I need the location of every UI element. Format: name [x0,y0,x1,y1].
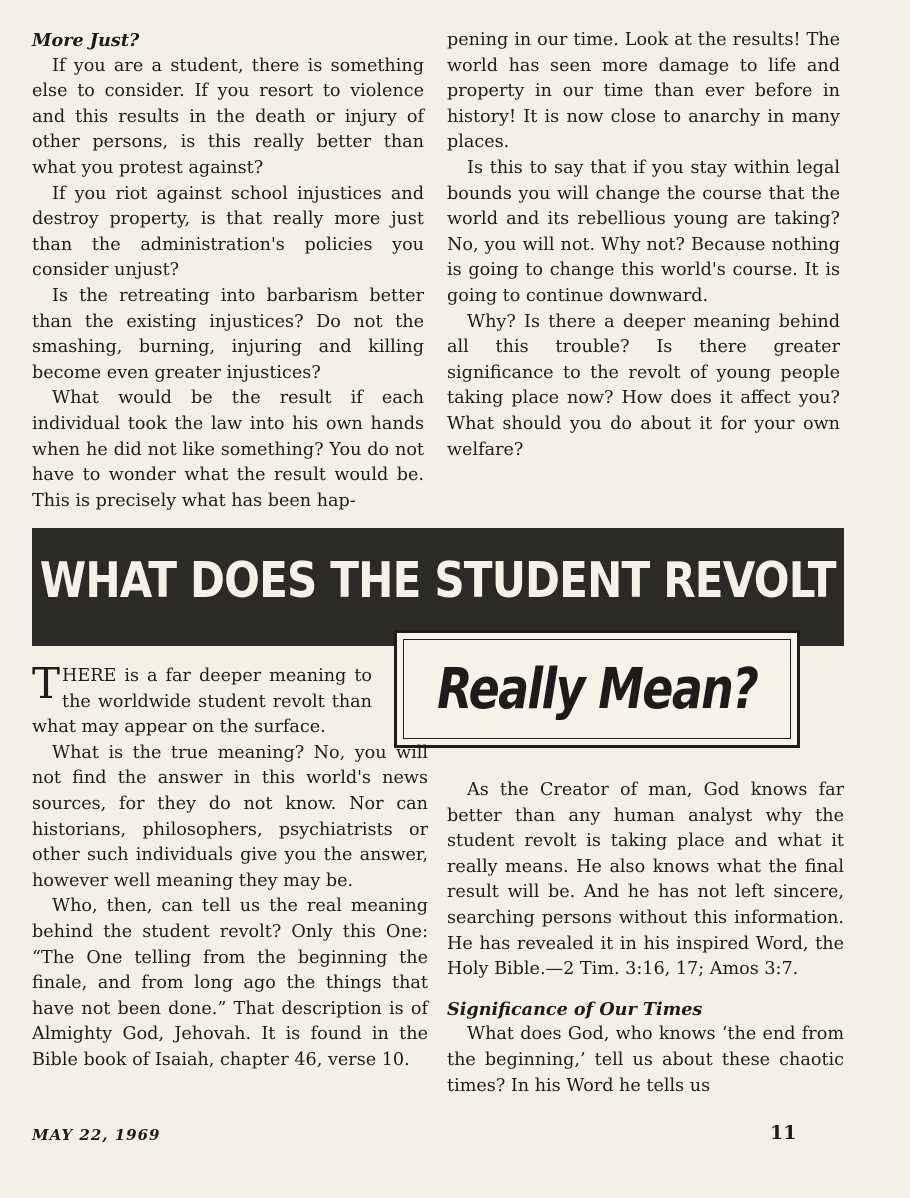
headline-subtitle-box [394,630,800,748]
intro-text: HERE is a far deeper meaning to the worldwide student revolt than what may appear on the surface. [32,666,372,738]
column-bottom-right [447,778,844,1099]
headline-title: WHAT DOES THE STUDENT REVOLT [40,552,836,609]
intro-paragraph [32,659,372,741]
paragraph: Is the retreating into barbarism better than the existing injustices? Do not the smashing, burning, injuring and killing become even greater injustices? [32,285,424,383]
page-number: 11 [770,1122,797,1144]
paragraph: Who, then, can tell us the real meaning behind the student revolt? Only this One: “The One telling from the beginning the finale, and from long ago the things that have not been done.” That description is of Almighty God, Jehovah. It is found in the Bible book of Isaiah, chapter 46, verse 10. [32,896,428,1070]
headline-subtitle: Really Mean? [436,656,758,722]
paragraph: Is this to say that if you stay within legal bounds you will change the course that the world and its rebellious young are taking? No, you will not. Why not? Because nothing is going to change this world's course. It is going to continue downward. [447,157,840,306]
subhead-more-just: More Just? [32,30,140,51]
column-bottom-left [32,659,428,1074]
paragraph: pening in our time. Look at the results! The world has seen more damage to life and property in our time than ever before in history! It is now close to anarchy in many places. [447,30,840,153]
footer-date: MAY 22, 1969 [32,1126,161,1144]
paragraph: If you are a student, there is something else to consider. If you resort to violence and this results in the death or injury of other persons, is this really better than what you protest against? [32,55,424,178]
paragraph: What is the true meaning? No, you will not find the answer in this world's news sources, for they do not know. Nor can historians, philosophers, psychiatrists or other such individuals give you the answer, however well meaning they may be. [32,742,428,891]
paragraph: If you riot against school injustices and destroy property, is that really more just than the administration's policies you consider unjust? [32,183,424,281]
paragraph: As the Creator of man, God knows far better than any human analyst why the student revolt is taking place and what it really means. He also knows what the final result will be. And he has not left sincere, searching persons without this information. He has revealed it in his inspired Word, the Holy Bible.—2 Tim. 3:16, 17; Amos 3:7. [447,780,844,980]
drop-cap: T [32,659,61,708]
column-top-right [447,28,840,463]
headline-banner [32,528,844,646]
paragraph: What does God, who knows ‘the end from the beginning,’ tell us about these chaotic times? In his Word he tells us [447,1024,844,1096]
subhead-significance: Significance of Our Times [447,998,703,1020]
spacer [447,983,844,997]
paragraph: What would be the result if each individual took the law into his own hands when he did not like something? You do not have to wonder what the result would be. This is precisely what has been hap- [32,388,424,511]
paragraph: Why? Is there a deeper meaning behind all this trouble? Is there greater significance to the revolt of young people taking place now? How does it affect you? What should you do about it for your own welfare? [447,311,840,460]
column-top-left [32,28,424,514]
